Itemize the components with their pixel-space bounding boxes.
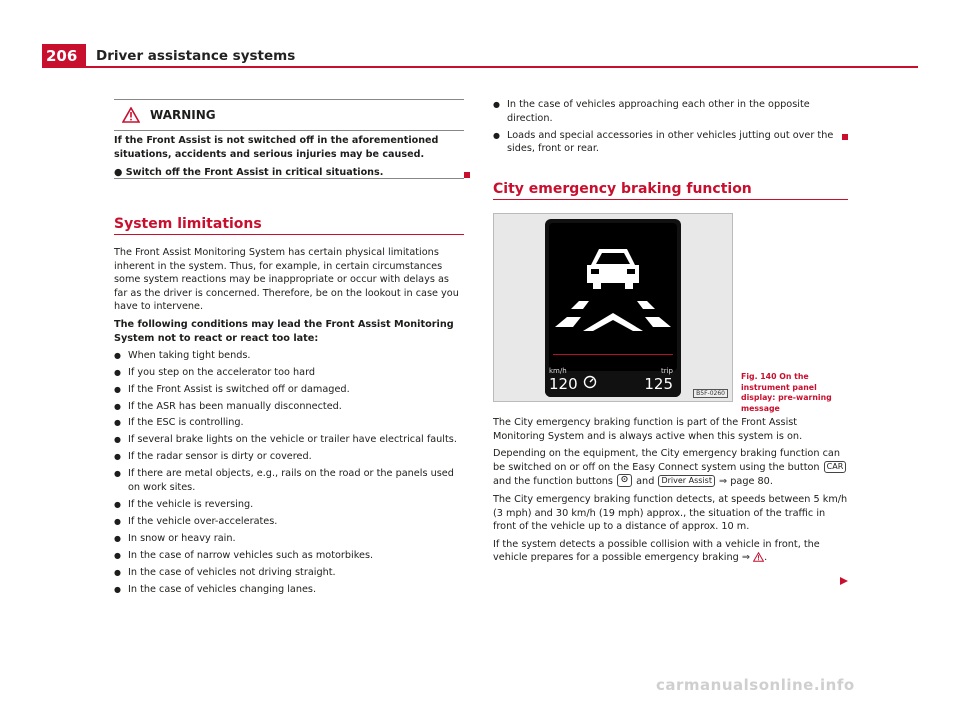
limitations-intro: The Front Assist Monitoring System has certain physical limitations inherent in the system. Thus, for example, in certain circumstances some system reactions may be inappropriate or occur with delays as far as the driver is concerned. Therefore, be on the lookout in case you have to intervene. — [114, 247, 459, 313]
warning-title: WARNING — [150, 108, 216, 122]
speed-value: 120 — [549, 375, 578, 393]
section-title-city-braking: City emergency braking function — [493, 181, 752, 197]
city-braking-para-4: If the system detects a possible collision with a vehicle in front, the vehicle prepares for a possible emergency braking ⇒ . — [493, 538, 820, 564]
para2-a: Depending on the equipment, the City emergency braking function can be switched on or off on the Easy Connect system using the button — [493, 448, 840, 473]
warning-triangle-icon — [122, 107, 140, 123]
warning-header — [114, 100, 464, 131]
list-item: ● If several brake lights on the vehicle or trailer have electrical faults. — [114, 433, 464, 447]
list-item: ● In the case of vehicles approaching each other in the opposite direction. — [493, 98, 848, 125]
page-header-title: Driver assistance systems — [96, 48, 296, 64]
end-marker — [464, 172, 470, 178]
header-rule — [86, 66, 918, 68]
settings-key — [617, 474, 632, 487]
display-screen — [549, 223, 677, 371]
speed-unit: km/h — [549, 367, 567, 375]
car-settings-icon — [620, 475, 629, 483]
continue-arrow-icon — [840, 577, 848, 585]
driver-assist-key: Driver Assist — [658, 475, 715, 487]
conditions-list — [114, 349, 464, 597]
continued-conditions — [493, 98, 848, 156]
trip-value: 125 — [644, 375, 673, 393]
list-item: ● If the vehicle over-accelerates. — [114, 515, 464, 529]
list-item: ● Loads and special accessories in other vehicles jutting out over the sides, front or rear. — [493, 129, 848, 156]
figure-id: B5F-0260 — [693, 389, 728, 398]
list-item: ● If the ASR has been manually disconnected. — [114, 400, 464, 414]
section-title-system-limitations: System limitations — [114, 216, 262, 232]
warning-triangle-icon — [753, 552, 764, 562]
conditions-heading: The following conditions may lead the Front Assist Monitoring System not to react or react too late: — [114, 318, 454, 344]
front-collision-warning-icon — [549, 223, 677, 371]
warning-item: ● Switch off the Front Assist in critical situations. — [114, 167, 384, 178]
city-braking-para-3: The City emergency braking function detects, at speeds between 5 km/h (3 mph) and 30 km/h (19 mph) approx., the situation of the traffic in front of the vehicle up to a distance of approx. 10 m. — [493, 493, 848, 533]
list-item: ● In the case of vehicles not driving straight. — [114, 566, 464, 580]
trip-label: trip — [660, 367, 673, 375]
city-braking-body — [493, 416, 848, 565]
city-braking-para-2 — [493, 447, 848, 489]
watermark: carmanualsonline.info — [656, 676, 855, 694]
list-item: ● If the ESC is controlling. — [114, 416, 464, 430]
list-item: ● If you step on the accelerator too hard — [114, 366, 464, 380]
section-rule — [493, 199, 848, 200]
warning-item-text: Switch off the Front Assist in critical situations. — [125, 167, 384, 178]
system-limitations-body — [114, 246, 464, 597]
list-item: ● In snow or heavy rain. — [114, 532, 464, 546]
speed-limiter-icon — [583, 375, 597, 389]
list-item: ● When taking tight bends. — [114, 349, 464, 363]
figure-caption: Fig. 140 On the instrument panel display: pre-warning message — [741, 372, 832, 413]
list-item: ● In the case of narrow vehicles such as motorbikes. — [114, 549, 464, 563]
list-item: ● If the Front Assist is switched off or damaged. — [114, 383, 464, 397]
para2-b: and the function buttons — [493, 476, 613, 488]
instrument-display-figure — [493, 213, 733, 402]
display-bottom-bar — [545, 367, 681, 397]
page-number: 206 — [42, 44, 86, 68]
list-item: ● If the radar sensor is dirty or covered. — [114, 450, 464, 464]
list-item: ● If the vehicle is reversing. — [114, 498, 464, 512]
para2-d: ⇒ page 80. — [719, 476, 773, 488]
warning-text: If the Front Assist is not switched off in the aforementioned situations, accidents and serious injuries may be caused. — [114, 135, 439, 160]
instrument-display — [545, 219, 681, 397]
para4-text: If the system detects a possible collision with a vehicle in front, the vehicle prepares for a possible emergency braking ⇒ — [493, 538, 820, 564]
city-braking-para-1: The City emergency braking function is part of the Front Assist Monitoring System and is always active when this system is on. — [493, 417, 803, 442]
para2-c: and — [636, 476, 655, 488]
list-item: ● In the case of vehicles changing lanes. — [114, 583, 464, 597]
section-rule — [114, 234, 464, 235]
car-key: CAR — [824, 461, 847, 473]
warning-box — [114, 99, 464, 179]
end-marker — [842, 134, 848, 140]
list-item: ● If there are metal objects, e.g., rails on the road or the panels used on work sites. — [114, 467, 464, 494]
continued-conditions-list — [493, 98, 848, 156]
